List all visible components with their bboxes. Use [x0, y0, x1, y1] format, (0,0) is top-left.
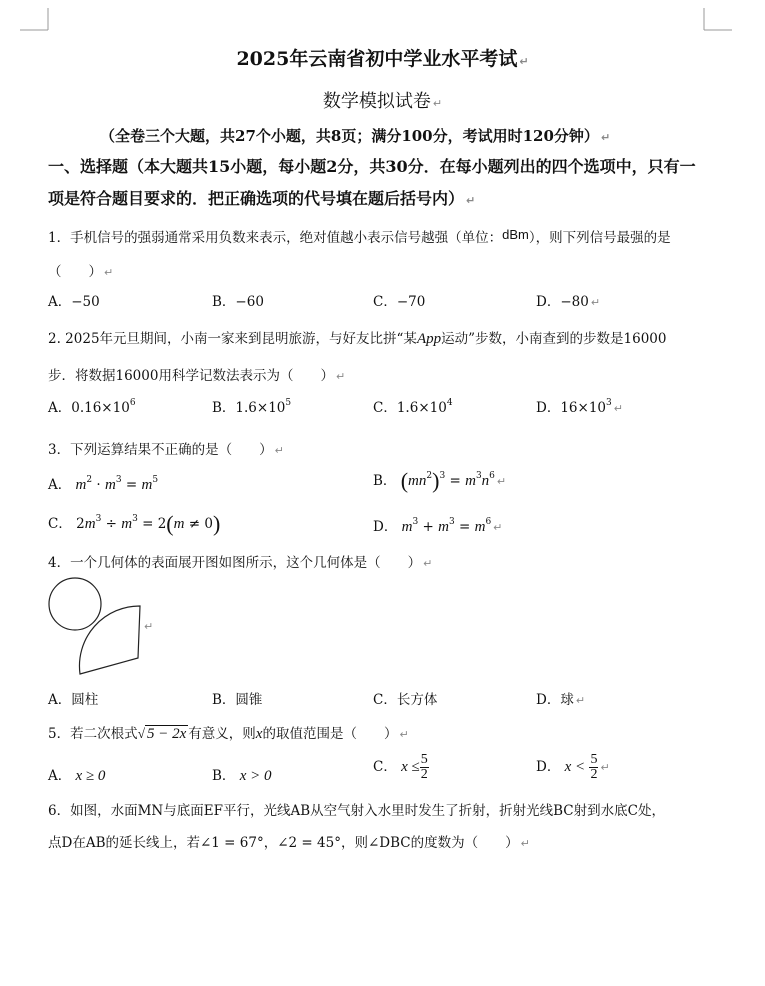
exam-info: （全卷三个大题，共27个小题，共8页；满分100分，考试用时120分钟） ↵ [100, 127, 611, 145]
q2-option-d: D．$16\times 10^3$ ↵ [536, 398, 623, 416]
net-sector-lateral [79, 606, 140, 674]
corner-mark-top-right [700, 8, 732, 36]
q5-option-b: B． x > 0 [212, 768, 272, 784]
section-heading-line2: 项是符合题目要求的．把正确选项的代号填在题后括号内） ↵ [48, 189, 476, 208]
question-4-stem: 4．一个几何体的表面展开图如图所示，这个几何体是（ ） ↵ [48, 555, 433, 571]
q4-option-a: A．圆柱 [48, 692, 99, 708]
q5-option-a: A． x ≥ 0 [48, 768, 106, 784]
exam-title: 2025年云南省初中学业水平考试 ↵ [236, 48, 529, 70]
question-2-stem: 2. 2025年元旦期间，小南一家来到昆明旅游，与好友比拼“某App运动”步数，小南查到的步数是16000 [48, 331, 667, 347]
radicand: 5 − 2x [147, 726, 187, 742]
fraction: $\frac{5}{2}$ [420, 752, 428, 782]
q3-option-d: D． $m^3 + m^3 = m^6$ ↵ [373, 517, 503, 535]
q1-option-c: C．−70 [373, 294, 426, 310]
q5-option-c: C． x ≤ $\frac{5}{2}$ [373, 752, 428, 782]
exam-subtitle: 数学模拟试卷 ↵ [322, 91, 443, 112]
question-1-bracket: （ ） ↵ [48, 264, 114, 280]
q2-option-b: B．$1.6\times 10^5$ [212, 398, 292, 416]
fraction: $\frac{5}{2}$ [590, 752, 598, 782]
q3-option-a: A． $m^2 \cdot m^3 = m^5$ [48, 475, 159, 493]
question-1-stem: 1．手机信号的强弱通常采用负数来表示，绝对值越小表示信号越强（单位：dBm），则下列信号最强的是 [48, 227, 671, 246]
q1-option-a: A．−50 [48, 294, 100, 310]
q3-option-c: C． $2m^3 \div m^3 = 2(m \ne 0)$ [48, 511, 221, 536]
q1-option-d: D．−80 ↵ [536, 294, 601, 310]
question-6-stem: 6．如图，水面MN与底面EF平行，光线AB从空气射入水里时发生了折射，折射光线BC射到水底C处， [48, 803, 665, 819]
return-mark: ↵ [144, 620, 154, 633]
question-3-stem: 3．下列运算结果不正确的是（ ） ↵ [48, 442, 284, 458]
q3-option-b: B． $(mn^2)^3 = m^3n^6$ ↵ [373, 468, 507, 493]
net-diagram [44, 576, 154, 680]
q1-option-b: B．−60 [212, 294, 264, 310]
net-circle-base [49, 578, 101, 630]
corner-mark-top-left [20, 8, 52, 36]
q4-option-b: B．圆锥 [212, 692, 263, 708]
question-2-stem-line2: 步．将数据16000用科学记数法表示为（ ） ↵ [48, 368, 346, 384]
q2-option-a: A．$0.16\times 10^6$ [48, 398, 136, 416]
question-5-stem: 5．若二次根式√ 5 − 2x 有意义，则x的取值范围是（ ） ↵ [48, 726, 409, 742]
q4-option-d: D．球 ↵ [536, 692, 586, 708]
q4-option-c: C．长方体 [373, 692, 438, 708]
q2-option-c: C．$1.6\times 10^4$ [373, 398, 453, 416]
q5-option-d: D． x < $\frac{5}{2}$ ↵ [536, 752, 610, 782]
question-6-stem-line2: 点D在AB的延长线上，若∠1 = 67°，∠2 = 45°，则∠DBC的度数为（ ） ↵ [48, 835, 530, 851]
section-heading-line1: 一、选择题（本大题共15小题，每小题2分，共30分．在每小题列出的四个选项中，只有一 [48, 157, 696, 176]
